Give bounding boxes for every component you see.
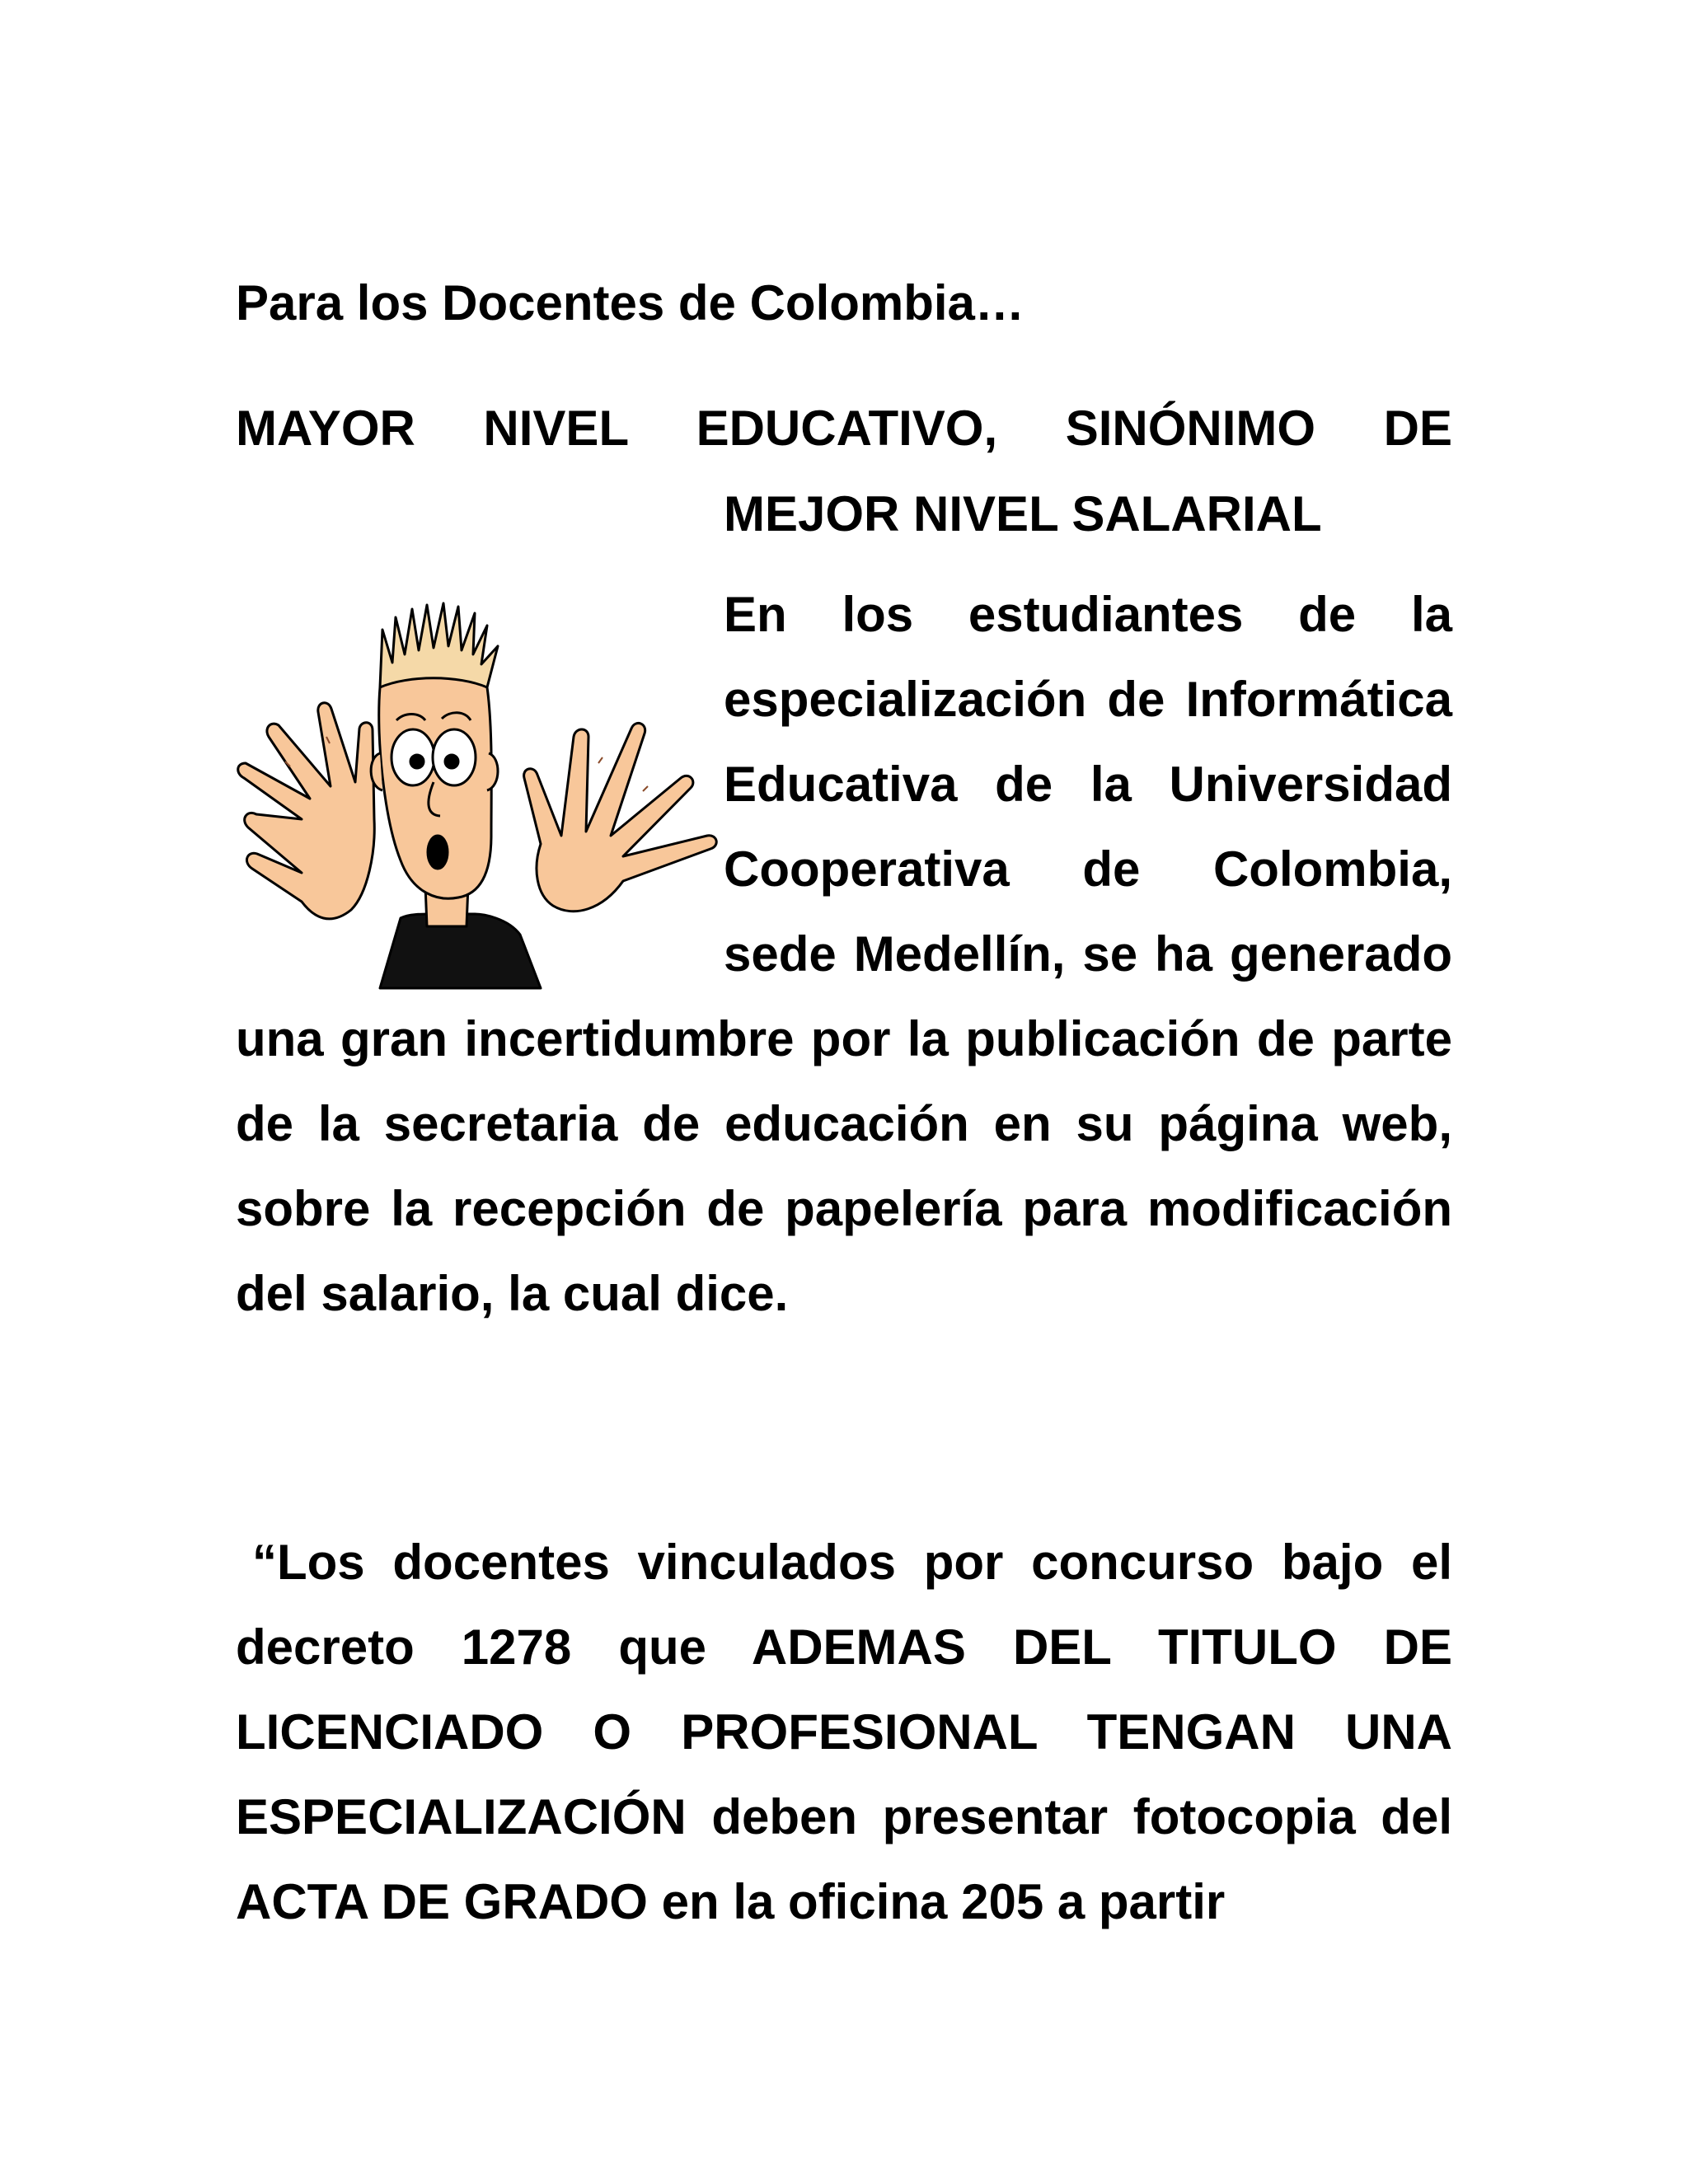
heading-line-2: MEJOR NIVEL SALARIAL bbox=[724, 486, 1322, 541]
document-heading bbox=[236, 386, 1452, 557]
quote-paragraph: “Los docentes vinculados por concurso bajo el decreto 1278 que ADEMAS DEL TITULO DE LICENCIADO O PROFESIONAL TENGAN UNA ESPECIALIZACIÓN deben presentar fotocopia del ACTA DE GRADO en la oficina 205 a partir bbox=[236, 1535, 1452, 1929]
body-paragraph bbox=[236, 572, 1452, 1336]
surprised-cartoon-man-icon bbox=[236, 572, 724, 992]
document-subtitle: Para los Docentes de Colombia… bbox=[236, 275, 1025, 330]
cartoon-illustration bbox=[236, 572, 724, 992]
paragraph-1: En los estudiantes de la especialización de Informática Educativa de la Universidad Cooperativa de Colombia, sede Medellín, se ha generado una gran incertidumbre por la publicación de parte de la secretaria de educación en su página web, sobre la recepción de papelería para modificación del salario, la cual dice. bbox=[236, 587, 1452, 1321]
heading-line-1: MAYOR NIVEL EDUCATIVO, SINÓNIMO DE bbox=[236, 401, 1452, 456]
